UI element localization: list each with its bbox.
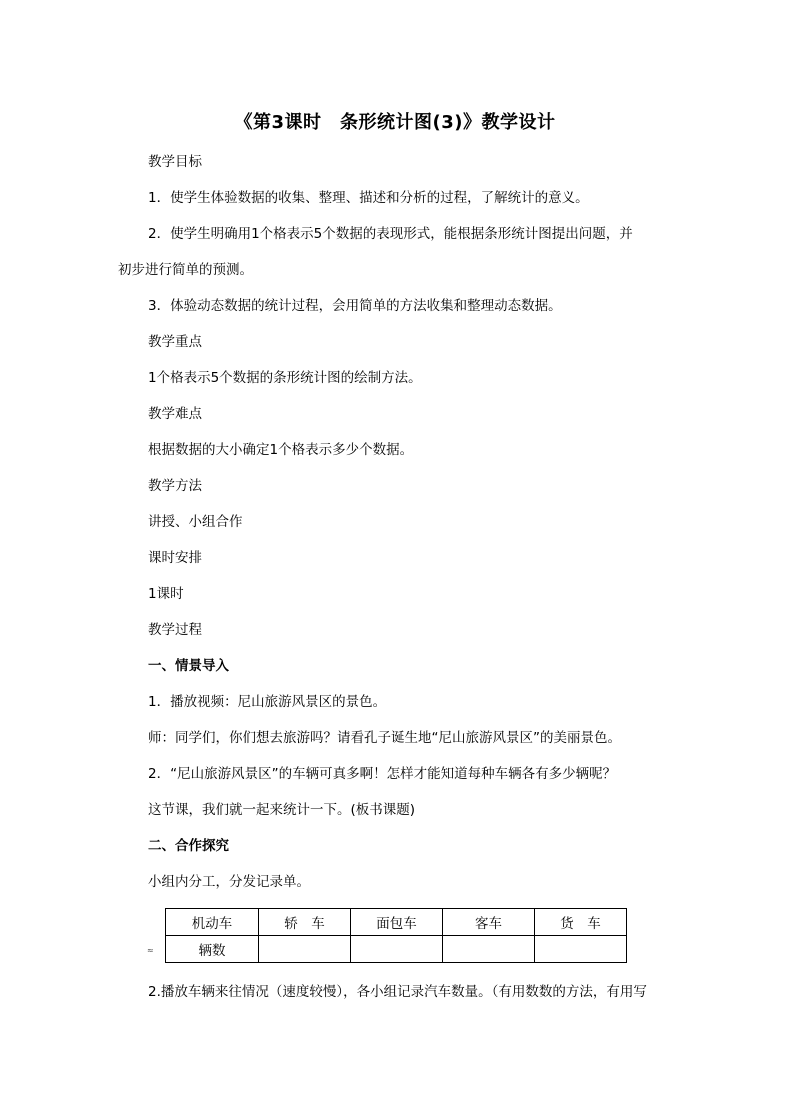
table-header-cell: 面包车 xyxy=(351,909,443,936)
key-point-heading: 教学重点 xyxy=(148,334,202,350)
section-1-closing: 这节课，我们就一起来统计一下。(板书课题) xyxy=(148,802,416,818)
table-header-cell: 客车 xyxy=(443,909,535,936)
table-row-label: 辆数 xyxy=(166,936,259,963)
table-cell xyxy=(443,936,535,963)
objectives-heading: 教学目标 xyxy=(148,154,202,170)
table-header-cell: 轿 车 xyxy=(259,909,351,936)
section-1-item-1: 1．播放视频：尼山旅游风景区的景色。 xyxy=(148,694,387,710)
section-1-item-2: 2．“尼山旅游风景区”的车辆可真多啊！怎样才能知道每种车辆各有多少辆呢？ xyxy=(148,766,617,782)
table-header-cell: 货 车 xyxy=(535,909,627,936)
table-header-cell: 机动车 xyxy=(166,909,259,936)
key-point-text: 1个格表示5个数据的条形统计图的绘制方法。 xyxy=(148,370,422,386)
schedule-text: 1课时 xyxy=(148,586,184,602)
section-1-teacher-line: 师：同学们，你们想去旅游吗？请看孔子诞生地“尼山旅游风景区”的美丽景色。 xyxy=(148,730,621,746)
method-text: 讲授、小组合作 xyxy=(148,514,243,530)
section-2-heading: 二、合作探究 xyxy=(148,838,229,854)
record-sheet-table xyxy=(165,908,627,963)
schedule-heading: 课时安排 xyxy=(148,550,202,566)
section-1-heading: 一、情景导入 xyxy=(148,658,229,674)
table-cell xyxy=(351,936,443,963)
process-heading: 教学过程 xyxy=(148,622,202,638)
section-2-intro: 小组内分工，分发记录单。 xyxy=(148,874,310,890)
table-cell xyxy=(535,936,627,963)
difficulty-heading: 教学难点 xyxy=(148,406,202,422)
objective-2-line-1: 2．使学生明确用1个格表示5个数据的表现形式，能根据条形统计图提出问题，并 xyxy=(148,226,633,242)
table-row xyxy=(166,936,627,963)
objective-3: 3．体验动态数据的统计过程，会用简单的方法收集和整理动态数据。 xyxy=(148,298,562,314)
document-title: 《第3课时 条形统计图(3)》教学设计 xyxy=(234,112,556,133)
section-2-item-2: 2.播放车辆来往情况（速度较慢），各小组记录汽车数量。（有用数数的方法，有用写 xyxy=(148,984,647,1000)
table-header-row xyxy=(166,909,627,936)
objective-1: 1．使学生体验数据的收集、整理、描述和分析的过程，了解统计的意义。 xyxy=(148,190,589,206)
objective-2-line-2: 初步进行简单的预测。 xyxy=(118,262,253,278)
difficulty-text: 根据数据的大小确定1个格表示多少个数据。 xyxy=(148,442,414,458)
margin-mark: ≈ xyxy=(147,946,154,955)
method-heading: 教学方法 xyxy=(148,478,202,494)
table-cell xyxy=(259,936,351,963)
